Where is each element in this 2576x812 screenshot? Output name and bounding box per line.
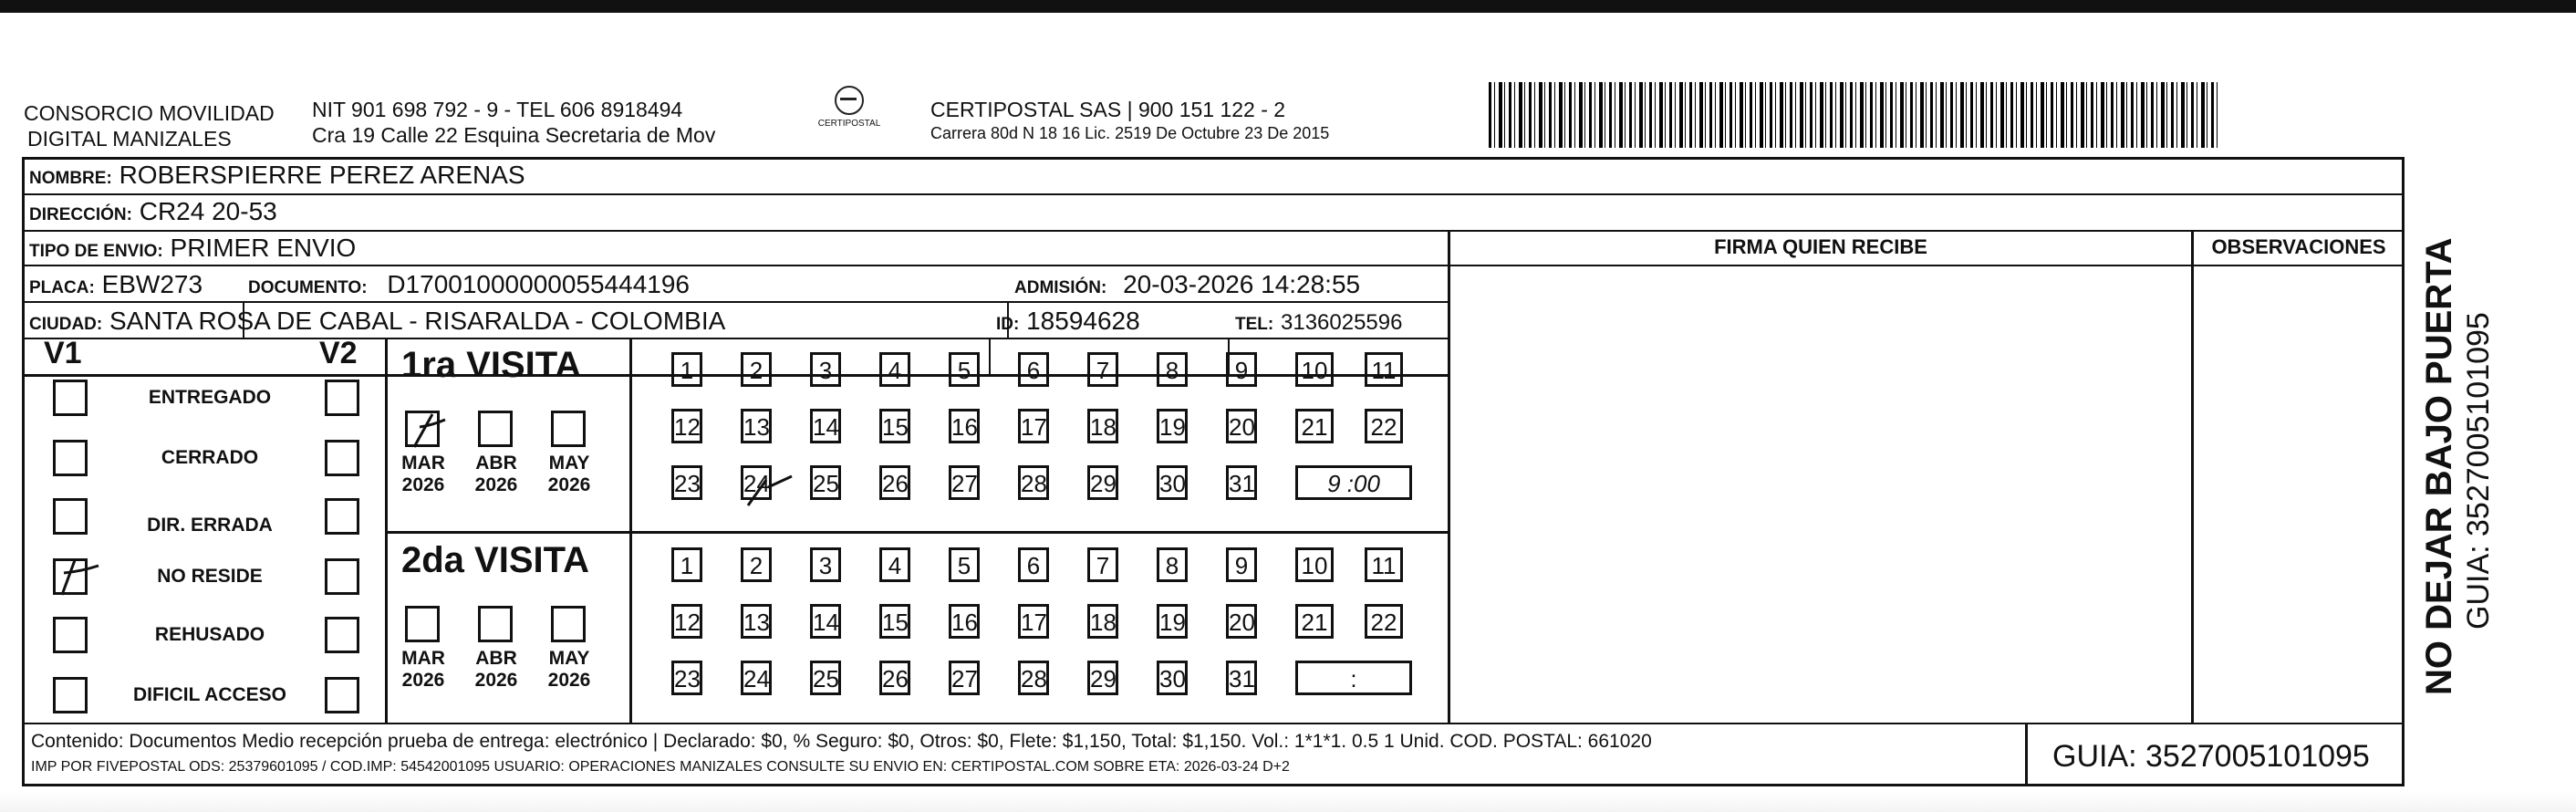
first-day-box[interactable]: 21 [1295, 409, 1334, 443]
placa-value: EBW273 [101, 270, 203, 298]
first-month-label: ABR 2026 [474, 453, 518, 495]
second-day-box[interactable]: 15 [879, 604, 910, 639]
first-day-box[interactable]: 18 [1087, 409, 1118, 443]
march-check-mark [405, 411, 449, 453]
ciudad-field: CIUDAD: SANTA ROSA DE CABAL - RISARALDA - COLOMBIA [29, 307, 726, 335]
company-name: CONSORCIO MOVILIDAD DIGITAL MANIZALES [24, 101, 275, 151]
logo-mark-icon [835, 86, 864, 115]
id-value: 18594628 [1026, 307, 1140, 335]
second-day-box[interactable]: 17 [1018, 604, 1049, 639]
first-day-box[interactable]: 7 [1087, 352, 1118, 387]
first-visit-title: 1ra VISITA [401, 345, 582, 385]
second-month-checkbox[interactable] [551, 606, 586, 642]
second-day-box[interactable]: 31 [1226, 661, 1257, 695]
first-day-box[interactable]: 31 [1226, 465, 1257, 500]
second-day-box[interactable]: 9 [1226, 547, 1257, 582]
second-day-box[interactable]: 6 [1018, 547, 1049, 582]
no-dejar-bajo-puerta: NO DEJAR BAJO PUERTA [2419, 237, 2459, 695]
first-day-box[interactable]: 15 [879, 409, 910, 443]
first-day-box[interactable]: 14 [810, 409, 841, 443]
second-day-box[interactable]: 14 [810, 604, 841, 639]
v2-checkbox[interactable] [325, 677, 359, 713]
placa-field: PLACA: EBW273 [29, 270, 203, 298]
tipo-envio-row: TIPO DE ENVIO: PRIMER ENVIO [29, 234, 357, 262]
scan-edge-bottom [0, 792, 2576, 812]
first-day-box[interactable]: 22 [1365, 409, 1403, 443]
second-day-box[interactable]: 11 [1365, 547, 1403, 582]
v1-header: V1 [44, 336, 82, 370]
barcode [1489, 82, 2218, 148]
second-day-box[interactable]: 29 [1087, 661, 1118, 695]
second-day-box[interactable]: 30 [1157, 661, 1188, 695]
observaciones-header: OBSERVACIONES [2211, 235, 2386, 258]
status-label: DIFICIL ACCESO [132, 684, 286, 705]
second-day-box[interactable]: 8 [1157, 547, 1188, 582]
first-month-label: MAY 2026 [547, 453, 591, 495]
status-label: NO RESIDE [157, 566, 263, 587]
first-day-box[interactable]: 6 [1018, 352, 1049, 387]
second-month-label: ABR 2026 [474, 648, 518, 691]
first-day-box[interactable]: 23 [671, 465, 702, 500]
second-day-box[interactable]: 20 [1226, 604, 1257, 639]
first-day-box[interactable]: 26 [879, 465, 910, 500]
v2-header: V2 [319, 336, 358, 370]
v1-checkbox[interactable] [53, 677, 88, 713]
direccion-value: CR24 20-53 [139, 197, 277, 225]
first-day-box[interactable]: 8 [1157, 352, 1188, 387]
second-day-box[interactable]: 4 [879, 547, 910, 582]
v1-checkbox[interactable] [53, 498, 88, 535]
first-day-box[interactable]: 27 [949, 465, 980, 500]
first-day-box[interactable]: 28 [1018, 465, 1049, 500]
second-month-checkbox[interactable] [405, 606, 440, 642]
second-day-box[interactable]: 13 [741, 604, 772, 639]
observations-area[interactable] [2196, 268, 2402, 721]
second-day-box[interactable]: 3 [810, 547, 841, 582]
second-day-box[interactable]: 21 [1295, 604, 1334, 639]
second-time-box[interactable]: : [1295, 661, 1412, 695]
first-day-box[interactable]: 1 [671, 352, 702, 387]
second-day-box[interactable]: 27 [949, 661, 980, 695]
company-contact: NIT 901 698 792 - 9 - TEL 606 8918494 Cra 19 Calle 22 Esquina Secretaria de Mov [312, 98, 716, 147]
nombre-row: NOMBRE: ROBERSPIERRE PEREZ ARENAS [29, 161, 525, 189]
admision-field: ADMISIÓN: 20-03-2026 14:28:55 [1014, 270, 1361, 298]
second-day-box[interactable]: 12 [671, 604, 702, 639]
first-day-box[interactable]: 17 [1018, 409, 1049, 443]
first-day-box[interactable]: 20 [1226, 409, 1257, 443]
status-label: ENTREGADO [148, 387, 272, 408]
second-month-label: MAR 2026 [401, 648, 445, 691]
second-day-box[interactable]: 23 [671, 661, 702, 695]
second-day-box[interactable]: 19 [1157, 604, 1188, 639]
second-day-box[interactable]: 22 [1365, 604, 1403, 639]
first-day-box[interactable]: 3 [810, 352, 841, 387]
first-day-box[interactable]: 5 [949, 352, 980, 387]
firma-header: FIRMA QUIEN RECIBE [1714, 235, 1927, 258]
v2-checkbox[interactable] [325, 617, 359, 653]
first-day-box[interactable]: 12 [671, 409, 702, 443]
id-field: ID: 18594628 [996, 307, 1140, 335]
contenido-line: Contenido: Documentos Medio recepción prueba de entrega: electrónico | Declarado: $0, % Seguro: $0, Otros: $0, Flete: $1,150, Total: $1,150. Vol.: 1*1*1. 0.5 1 Unid. COD. POSTAL: 661020 [31, 731, 1652, 752]
documento-value: D17001000000055444196 [387, 270, 690, 298]
second-month-checkbox[interactable] [478, 606, 513, 642]
second-day-box[interactable]: 28 [1018, 661, 1049, 695]
first-day-box[interactable]: 2 [741, 352, 772, 387]
status-label: REHUSADO [154, 624, 265, 645]
first-day-box[interactable]: 4 [879, 352, 910, 387]
v2-checkbox[interactable] [325, 380, 359, 416]
first-day-box[interactable]: 10 [1295, 352, 1334, 387]
signature-area[interactable] [1452, 268, 2189, 721]
tipo-envio-value: PRIMER ENVIO [170, 234, 357, 262]
guia-number: GUIA: 3527005101095 [2052, 739, 2370, 774]
nombre-value: ROBERSPIERRE PEREZ ARENAS [119, 161, 525, 189]
second-day-box[interactable]: 26 [879, 661, 910, 695]
second-day-box[interactable]: 2 [741, 547, 772, 582]
second-day-box[interactable]: 18 [1087, 604, 1118, 639]
ciudad-value: SANTA ROSA DE CABAL - RISARALDA - COLOMBIA [109, 307, 726, 335]
direccion-row: DIRECCIÓN: CR24 20-53 [29, 197, 277, 225]
v2-checkbox[interactable] [325, 498, 359, 535]
carrier-info: CERTIPOSTAL SAS | 900 151 122 - 2 Carrera 80d N 18 16 Lic. 2519 De Octubre 23 De 2015 [930, 98, 1330, 142]
first-month-checkbox[interactable] [551, 411, 586, 447]
v1-checkbox[interactable] [53, 617, 88, 653]
v2-checkbox[interactable] [325, 440, 359, 476]
second-day-box[interactable]: 16 [949, 604, 980, 639]
v2-checkbox[interactable] [325, 558, 359, 595]
first-day-box[interactable]: 16 [949, 409, 980, 443]
first-day-box[interactable]: 13 [741, 409, 772, 443]
v1-checkbox[interactable] [53, 440, 88, 476]
tel-field: TEL: 3136025596 [1235, 310, 1403, 335]
first-day-box[interactable]: 24 [741, 465, 772, 500]
first-day-box[interactable]: 29 [1087, 465, 1118, 500]
side-guia: GUIA: 3527005101095 [2461, 312, 2496, 630]
certipostal-logo: CERTIPOSTAL [808, 80, 890, 153]
day-24-check-mark [741, 467, 797, 511]
tel-value: 3136025596 [1281, 310, 1403, 335]
imp-line: IMP POR FIVEPOSTAL ODS: 25379601095 / COD.IMP: 54542001095 USUARIO: OPERACIONES MANIZALES CONSULTE SU ENVIO EN: CERTIPOSTAL.COM SOBRE ETA: 2026-03-24 D+2 [31, 759, 1290, 775]
first-time-box[interactable]: 9 :00 [1295, 465, 1412, 500]
v1-checkbox[interactable] [53, 380, 88, 416]
first-day-box[interactable]: 11 [1365, 352, 1403, 387]
documento-field: DOCUMENTO: D17001000000055444196 [248, 270, 690, 298]
first-day-box[interactable]: 25 [810, 465, 841, 500]
no-reside-check-mark [55, 555, 106, 600]
status-label: DIR. ERRADA [147, 515, 273, 536]
first-day-box[interactable]: 19 [1157, 409, 1188, 443]
second-month-label: MAY 2026 [547, 648, 591, 691]
scan-border-top [0, 0, 2576, 13]
status-label: CERRADO [161, 447, 259, 468]
first-month-checkbox[interactable] [478, 411, 513, 447]
second-day-box[interactable]: 7 [1087, 547, 1118, 582]
second-day-box[interactable]: 10 [1295, 547, 1334, 582]
first-month-label: MAR 2026 [401, 453, 445, 495]
first-day-box[interactable]: 9 [1226, 352, 1257, 387]
first-day-box[interactable]: 30 [1157, 465, 1188, 500]
second-day-box[interactable]: 25 [810, 661, 841, 695]
admision-value: 20-03-2026 14:28:55 [1123, 270, 1361, 298]
second-visit-title: 2da VISITA [401, 540, 589, 580]
second-day-box[interactable]: 1 [671, 547, 702, 582]
second-day-box[interactable]: 24 [741, 661, 772, 695]
second-day-box[interactable]: 5 [949, 547, 980, 582]
